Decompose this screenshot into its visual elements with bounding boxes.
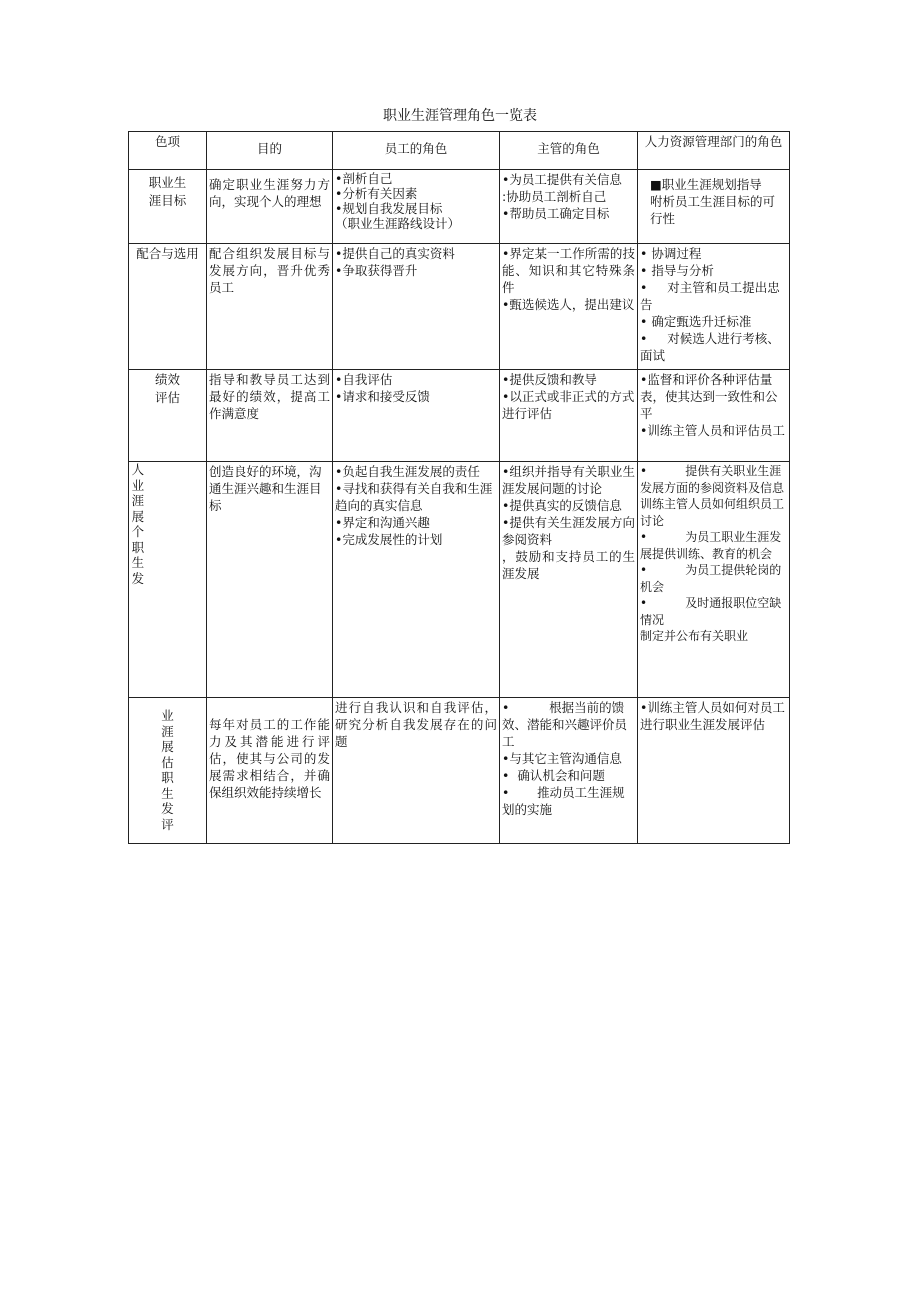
row-employee-role: •剖析自己 •分析有关因素 •规划自我发展目标 （职业生涯路线设计） [333, 170, 500, 244]
row-hr-role: •监督和评价各种评估量表，使其达到一致性和公平 •训练主管人员和评估员工 [638, 370, 790, 462]
header-manager-role: 主管的角色 [500, 132, 638, 170]
header-employee-role: 员工的角色 [333, 132, 500, 170]
row-manager-role: •界定某一工作所需的技能、知识和其它特殊条件 •甄选候选人，提出建议 [500, 244, 638, 370]
roles-table [128, 131, 790, 844]
row-hr-role: •训练主管人员如何对员工进行职业生涯发展评估 [638, 698, 790, 844]
table-header-row [129, 132, 790, 170]
row-purpose: 配合组织发展目标与发展方向，晋升优秀员工 [207, 244, 333, 370]
row-category: 人业涯展个职生发 [129, 462, 207, 698]
table-row [129, 462, 790, 698]
row-purpose: 每年对员工的工作能力及其潜能进行评估，使其与公司的发展需求相结合，并确保组织效能持续增长 [207, 698, 333, 844]
row-hr-role: • 协调过程 • 指导与分析 • 对主管和员工提出忠告 • 确定甄选升迁标准 • 对候选人进行考核、面试 [638, 244, 790, 370]
row-category: 职业生涯目标 [129, 170, 207, 244]
row-employee-role: 进行自我认识和自我评估，研究分析自我发展存在的问题 [333, 698, 500, 844]
table-row [129, 244, 790, 370]
header-hr-role: 人力资源管理部门的角色 [638, 132, 790, 170]
row-category: 业涯展估职生发评 [129, 698, 207, 844]
row-manager-role: •提供反馈和教导 •以正式或非正式的方式进行评估 [500, 370, 638, 462]
row-purpose: 确定职业生涯努力方向，实现个人的理想 [207, 170, 333, 244]
row-manager-role: • 根据当前的馈效、潜能和兴趣评价员工 •与其它主管沟通信息 • 确认机会和问题 • 推动员工生涯规划的实施 [500, 698, 638, 844]
table-row [129, 370, 790, 462]
row-purpose: 指导和教导员工达到最好的绩效，提高工作满意度 [207, 370, 333, 462]
row-employee-role: •负起自我生涯发展的责任 •寻找和获得有关自我和生涯趋向的真实信息 •界定和沟通兴趣 •完成发展性的计划 [333, 462, 500, 698]
row-manager-role: •组织并指导有关职业生涯发展问题的讨论 •提供真实的反馈信息 •提供有关生涯发展方向参阅资料 ，鼓励和支持员工的生涯发展 [500, 462, 638, 698]
row-purpose: 创造良好的环境，沟通生涯兴趣和生涯目标 [207, 462, 333, 698]
row-hr-role: • 提供有关职业生涯发展方面的参阅资料及信息 训练主管人员如何组织员工讨论 • 为员工职业生涯发展提供训练、教育的机会 • 为员工提供轮岗的机会 • 及时通报职位空缺情况 制定并公布有关职业 [638, 462, 790, 698]
row-category: 配合与选用 [129, 244, 207, 370]
header-purpose: 目的 [207, 132, 333, 170]
row-manager-role: •为员工提供有关信息 :协助员工剖析自己 •帮助员工确定目标 [500, 170, 638, 244]
page-title: 职业生涯管理角色一览表 [383, 108, 537, 124]
header-category: 色项 [129, 132, 207, 170]
table-row [129, 170, 790, 244]
table-row [129, 698, 790, 844]
row-employee-role: •提供自己的真实资料 •争取获得晋升 [333, 244, 500, 370]
row-employee-role: •自我评估 •请求和接受反馈 [333, 370, 500, 462]
row-hr-role: ■职业生涯规划指导 咐析员工生涯目标的可行性 [638, 170, 790, 244]
row-category: 绩效评估 [129, 370, 207, 462]
